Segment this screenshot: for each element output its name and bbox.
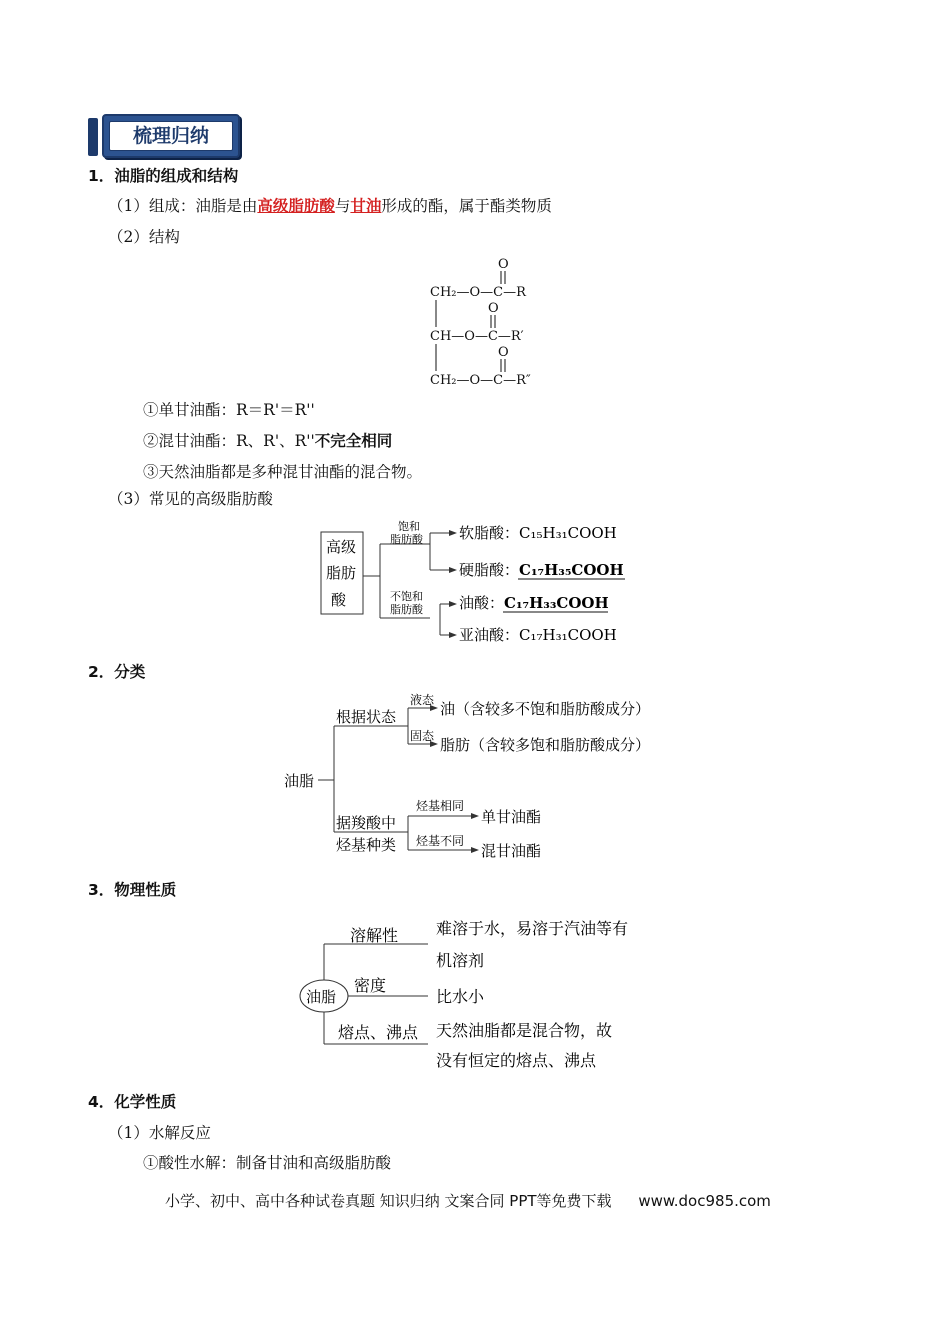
same-hydrocarbon-label: 烃基相同 (416, 799, 465, 813)
mp-value-1: 天然油脂都是混合物，故 (436, 1021, 613, 1040)
acid-4-name: 亚油酸： (459, 626, 520, 644)
solid-label: 固态 (410, 729, 435, 743)
physical-diagram (296, 910, 666, 1076)
composition-mid: 与 (334, 197, 351, 215)
solubility-value-2: 机溶剂 (436, 951, 485, 970)
section-title: 梳理归纳 (109, 121, 233, 151)
root-line-1: 高级 (326, 538, 357, 556)
note-mixed-b: 不完全相同 (314, 432, 393, 450)
density-value: 比水小 (436, 987, 485, 1006)
badge-box (102, 114, 240, 158)
note-mixed-glyceride (143, 431, 392, 451)
unsat-label-2: 脂肪酸 (390, 603, 423, 616)
heading-physical: 3．物理性质 (88, 881, 177, 899)
structure-row-1: CH₂—O—C—R (430, 285, 526, 300)
note-mixed-a: ②混甘油酯：R、R'、R'' (143, 432, 315, 450)
hydrolysis-label: （1）水解反应 (108, 1124, 211, 1142)
carbonyl-o-1: O (498, 257, 509, 272)
structure-label: （2）结构 (108, 228, 180, 246)
structure-row-2: CH—O—C—R′ (430, 329, 524, 344)
classification-diagram (282, 690, 672, 862)
solubility-value-1: 难溶于水，易溶于汽油等有 (436, 919, 629, 938)
footer-text: 小学、初中、高中各种试卷真题 知识归纳 文案合同 PPT等免费下载 (165, 1192, 612, 1210)
by-acid-label-2: 烃基种类 (336, 836, 397, 854)
composition-prefix: （1）组成：油脂是由 (108, 197, 258, 215)
fat-label: 脂肪（含较多饱和脂肪酸成分） (440, 736, 651, 754)
highlight-glycerol: 甘油 (350, 196, 382, 215)
mixed-glyceride-label: 混甘油酯 (481, 842, 542, 860)
root-line-3: 酸 (331, 591, 347, 609)
acid-2-formula: C₁₇H₃₅COOH (519, 561, 624, 579)
carbonyl-o-3: O (498, 345, 509, 360)
acid-1-name: 软脂酸： (459, 524, 520, 542)
mp-value-2: 没有恒定的熔点、沸点 (436, 1051, 597, 1070)
highlight-fatty-acid: 高级脂肪酸 (257, 196, 335, 215)
acid-3-name: 油酸： (459, 594, 505, 612)
acidic-hydrolysis: ①酸性水解：制备甘油和高级脂肪酸 (143, 1154, 392, 1172)
sat-label-1: 饱和 (398, 520, 420, 533)
carbonyl-o-2: O (488, 301, 499, 316)
root-line-2: 脂肪 (326, 564, 357, 582)
simple-glyceride-label: 单甘油酯 (481, 808, 542, 826)
acid-1-formula: C₁₅H₃₁COOH (519, 524, 617, 542)
structure-row-3: CH₂—O—C—R″ (430, 373, 531, 388)
badge-bar (88, 118, 98, 156)
section-badge (88, 114, 238, 158)
physical-root: 油脂 (306, 988, 337, 1006)
acids-label: （3）常见的高级脂肪酸 (108, 490, 273, 508)
triglyceride-structure (420, 254, 550, 394)
composition-line (108, 196, 552, 216)
footer-link[interactable]: www.doc985.com (638, 1192, 771, 1210)
class-root: 油脂 (284, 772, 315, 790)
mp-label: 熔点、沸点 (338, 1023, 419, 1042)
diff-hydrocarbon-label: 烃基不同 (416, 834, 465, 848)
sat-label-2: 脂肪酸 (390, 533, 423, 546)
solubility-label: 溶解性 (350, 926, 399, 945)
heading-composition: 1．油脂的组成和结构 (88, 167, 239, 185)
density-label: 密度 (354, 976, 387, 995)
note-natural-fat: ③天然油脂都是多种混甘油酯的混合物。 (143, 463, 423, 481)
unsat-label-1: 不饱和 (390, 590, 423, 603)
footer (165, 1190, 771, 1211)
liquid-label: 液态 (410, 693, 435, 707)
heading-classification: 2．分类 (88, 663, 146, 681)
acid-2-name: 硬脂酸： (459, 561, 520, 579)
acid-3-formula: C₁₇H₃₃COOH (504, 594, 609, 612)
acid-4-formula: C₁₇H₃₁COOH (519, 626, 617, 644)
by-acid-label-1: 据羧酸中 (336, 814, 397, 832)
oil-label: 油（含较多不饱和脂肪酸成分） (440, 700, 651, 718)
fatty-acid-diagram (318, 516, 638, 650)
heading-chemical: 4．化学性质 (88, 1093, 177, 1111)
composition-suffix: 形成的酯，属于酯类物质 (381, 197, 552, 215)
note-simple-glyceride: ①单甘油酯：R＝R'＝R'' (143, 401, 315, 419)
by-state-label: 根据状态 (336, 708, 397, 726)
